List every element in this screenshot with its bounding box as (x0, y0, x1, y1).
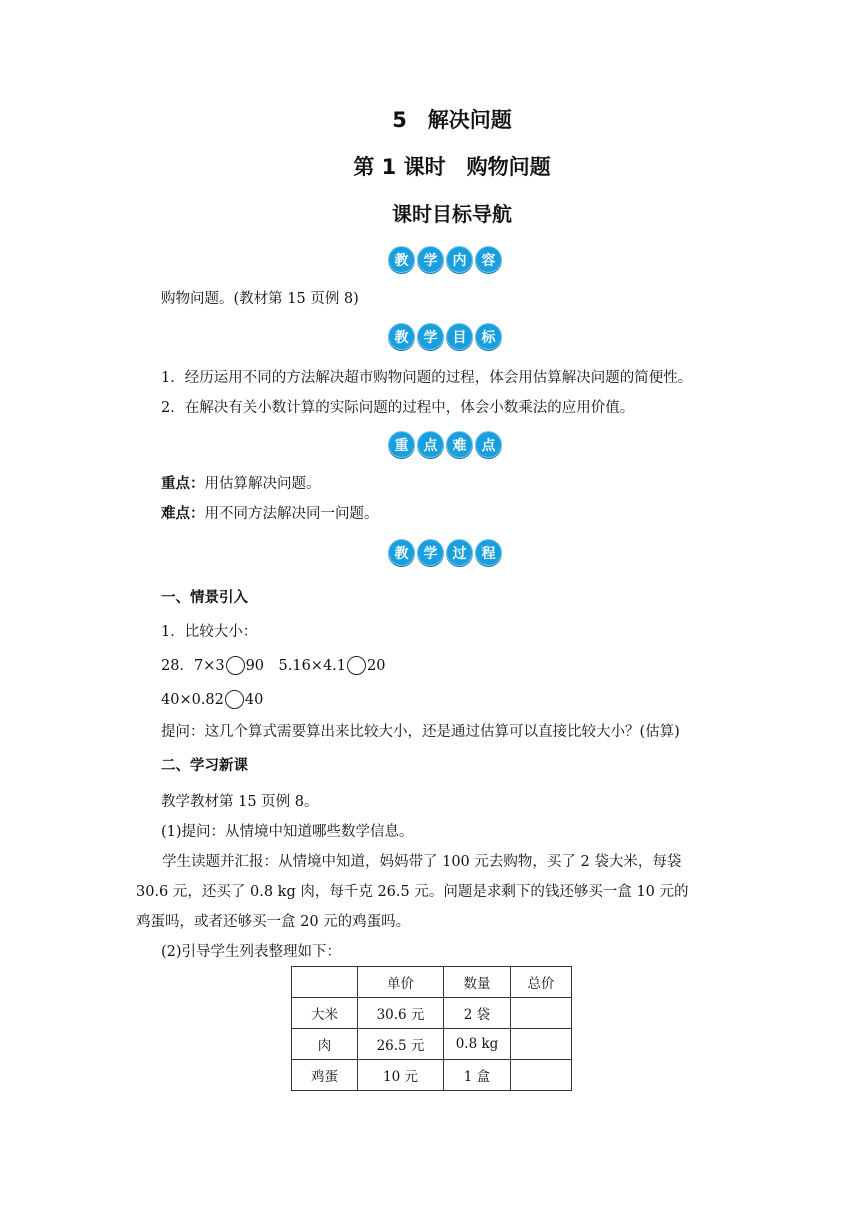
lesson-intro: 教学教材第 15 页例 8。 (161, 794, 319, 810)
badge-teaching-content: 教 学 内 容 (388, 246, 502, 276)
key-point: 重点：用估算解决问题。 (161, 476, 321, 492)
compare-item: 1．比较大小： (161, 624, 258, 640)
expression-line-2: 40×0.82 40 (161, 692, 264, 708)
section2-heading: 二、学习新课 (161, 758, 248, 774)
badge-key-points: 重 点 难 点 (388, 431, 502, 461)
difficult-point: 难点：用不同方法解决同一问题。 (161, 506, 379, 522)
student-answer: 学生读题并汇报：从情境中知道，妈妈带了 100 元去购物，买了 2 袋大米，每袋 30.6 元，还买了 0.8 kg 肉，每千克 26.5 元。问题是求剩下的钱还够买一盒 10 元的鸡蛋吗，或者还够买一盒 20 元的鸡蛋吗。 (136, 854, 689, 930)
table-row: 鸡蛋 10 元 1 盒 (292, 1060, 572, 1091)
question-2: (2)引导学生列表整理如下： (161, 944, 342, 960)
question-text: 提问：这几个算式需要算出来比较大小，还是通过估算可以直接比较大小？(估算) (161, 724, 680, 740)
question-1: (1)提问：从情境中知道哪些数学信息。 (161, 824, 414, 840)
goal-item-1: 1．经历运用不同的方法解决超市购物问题的过程，体会用估算解决问题的简便性。 (161, 370, 693, 386)
blank-circle (347, 656, 366, 675)
badge-teaching-process: 教 学 过 程 (388, 539, 502, 569)
price-table (291, 966, 572, 1091)
table-row: 肉 26.5 元 0.8 kg (292, 1029, 572, 1060)
chapter-title: 5 解决问题 (392, 108, 512, 132)
blank-circle (226, 656, 245, 675)
goal-item-2: 2．在解决有关小数计算的实际问题的过程中，体会小数乘法的应用价值。 (161, 400, 635, 416)
blank-circle (225, 690, 244, 709)
lesson-title: 第 1 课时 购物问题 (353, 155, 551, 179)
table-row: 大米 30.6 元 2 袋 (292, 998, 572, 1029)
section1-heading: 一、情景引入 (161, 590, 248, 606)
table-header-row: 单价 数量 总价 (292, 967, 572, 998)
badge-teaching-goals: 教 学 目 标 (388, 323, 502, 353)
nav-title: 课时目标导航 (392, 202, 512, 226)
content-text: 购物问题。(教材第 15 页例 8) (161, 291, 359, 307)
expression-line-1: 28．7×3 90 5.16×4.1 20 (161, 658, 386, 674)
